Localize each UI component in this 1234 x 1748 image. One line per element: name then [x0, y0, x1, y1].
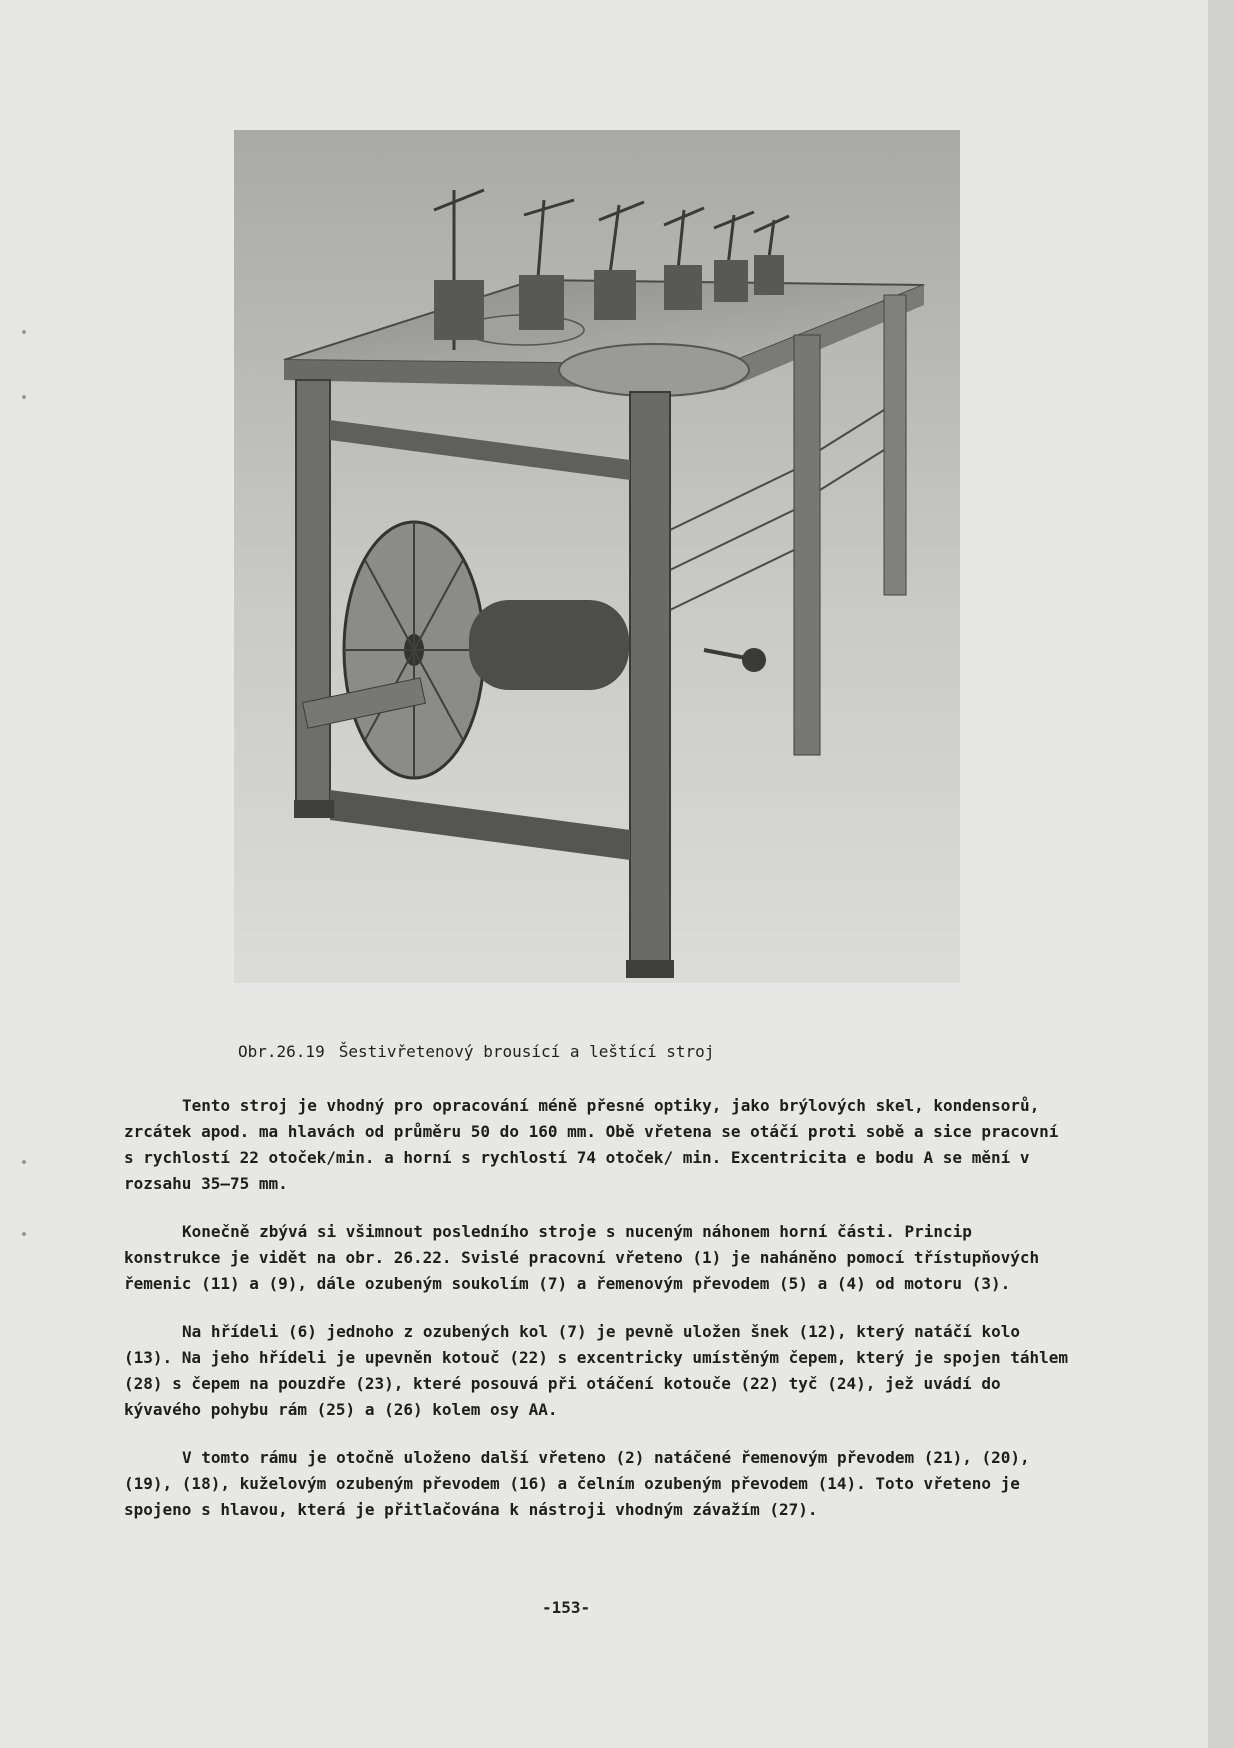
body-text [124, 1093, 1068, 1545]
paragraph-2: Konečně zbývá si všimnout posledního stroje s nuceným náhonem horní části. Princip konstrukce je vidět na obr. 26.22. Svislé pracovní vřeteno (1) je naháněno pomocí třístupňových řemenic (11) a (9), dále ozubeným soukolím (7) a řemenovým převodem (5) a (4) od motoru (3). [124, 1222, 1040, 1293]
figure-caption [238, 1042, 1038, 1061]
paragraph-3: Na hřídeli (6) jednoho z ozubených kol (7) je pevně uložen šnek (12), který natáčí kolo (13). Na jeho hřídeli je upevněn kotouč (22) s excentricky umístěným čepem, který je spojen táhlem (28) s čepem na pouzdře (23), které posouvá při otáčení kotouče (22) tyč (24), jež uvádí do kývavého pohybu rám (25) a (26) kolem osy AA. [124, 1322, 1069, 1419]
paragraph-4: V tomto rámu je otočně uloženo další vřeteno (2) natáčené řemenovým převodem (21), (20), (19), (18), kuželovým ozubeným převodem (16) a čelním ozubeným převodem (14). Toto vřeteno je spojeno s hlavou, která je přitlačována k nástroji vhodným závažím (27). [124, 1448, 1030, 1519]
machine-illustration [234, 130, 960, 983]
punch-mark [22, 395, 26, 399]
page-edge [1208, 0, 1234, 1748]
punch-mark [22, 330, 26, 334]
punch-mark [22, 1160, 26, 1164]
paragraph-1: Tento stroj je vhodný pro opracování méně přesné optiky, jako brýlových skel, kondensorů, zrcátek apod. ma hlavách od průměru 50 do 160 mm. Obě vřetena se otáčí proti sobě a sice pracovní s rychlostí 22 otoček/min. a horní s rychlostí 74 otoček/ min. Excentricita e bodu A se mění v rozsahu 35–75 mm. [124, 1096, 1059, 1193]
figure-title: Šestivřetenový brousící a leštící stroj [338, 1042, 715, 1061]
figure-number: Obr.26.19 [238, 1042, 325, 1061]
punch-mark [22, 1232, 26, 1236]
page-number: -153- [542, 1598, 591, 1617]
machine-photo [234, 130, 960, 983]
